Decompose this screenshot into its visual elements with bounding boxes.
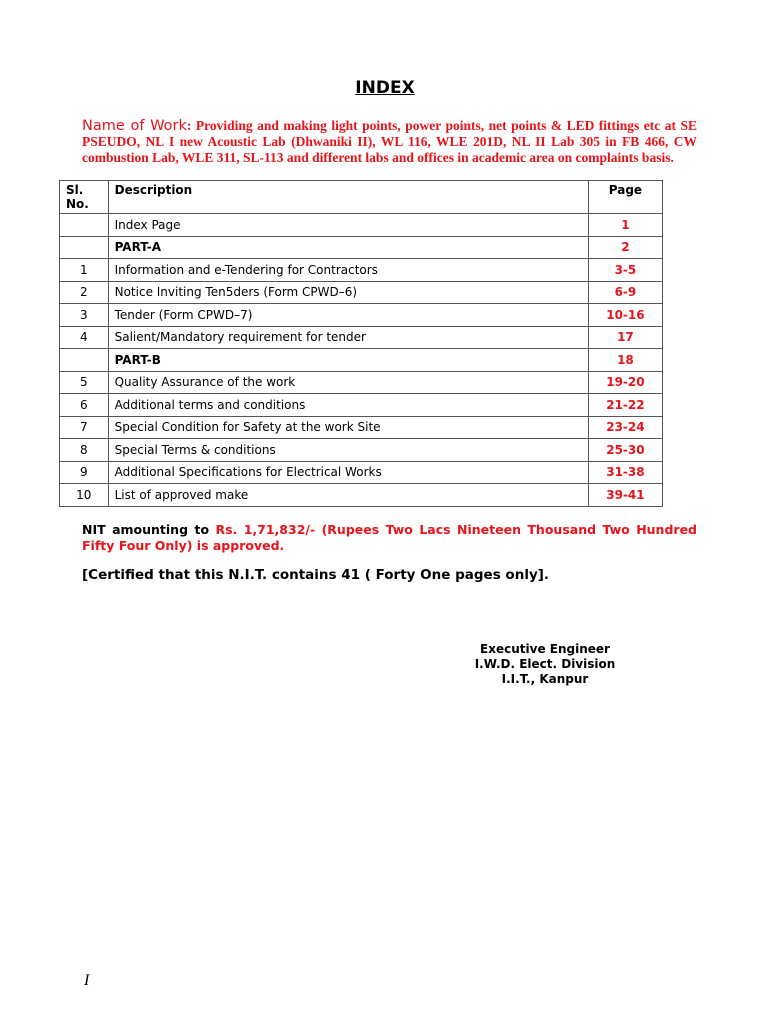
table-row xyxy=(60,484,663,507)
table-header-row xyxy=(60,181,663,214)
page-cell: 39-41 xyxy=(588,484,662,507)
description-cell: Additional Specifications for Electrical Works xyxy=(108,461,588,484)
name-of-work-text: : Providing and making light points, power points, net points & LED fittings etc at SE PSEUDO, NL I new Acoustic Lab (Dhwaniki II), WL 116, WLE 201D, NL II Lab 305 in FB 466, CW combustion Lab, WLE 311, SL-113 and different labs and offices in academic area on complaints basis. xyxy=(82,118,697,165)
sl-no-cell: 6 xyxy=(60,394,109,417)
sl-no-cell: 1 xyxy=(60,259,109,282)
signatory-institute: I.I.T., Kanpur xyxy=(501,672,589,686)
table-row xyxy=(60,439,663,462)
sl-no-cell: 2 xyxy=(60,281,109,304)
index-title: INDEX xyxy=(355,78,415,98)
page-header: Page xyxy=(588,181,662,214)
table-row xyxy=(60,304,663,327)
page-cell: 3-5 xyxy=(588,259,662,282)
sl-no-header: Sl. No. xyxy=(60,181,109,214)
page-cell: 1 xyxy=(588,214,662,237)
sl-no-cell xyxy=(60,214,109,237)
nit-amount-statement xyxy=(82,522,697,554)
description-cell: PART-B xyxy=(108,349,588,372)
sl-no-cell: 10 xyxy=(60,484,109,507)
description-cell: Special Condition for Safety at the work Site xyxy=(108,416,588,439)
nit-amount: Rs. 1,71,832/- (Rupees Two Lacs Nineteen Thousand Two Hundred Fifty Four Only) is approved. xyxy=(82,522,697,553)
table-row xyxy=(60,371,663,394)
table-row xyxy=(60,259,663,282)
page-cell: 25-30 xyxy=(588,439,662,462)
table-row xyxy=(60,326,663,349)
index-table xyxy=(59,180,663,507)
signature-block xyxy=(460,642,630,687)
table-row xyxy=(60,236,663,259)
table-row xyxy=(60,281,663,304)
nit-prefix: NIT amounting to xyxy=(82,522,216,537)
sl-no-cell: 3 xyxy=(60,304,109,327)
table-row xyxy=(60,461,663,484)
page-cell: 10-16 xyxy=(588,304,662,327)
page-cell: 21-22 xyxy=(588,394,662,417)
page-cell: 23-24 xyxy=(588,416,662,439)
sl-no-cell xyxy=(60,349,109,372)
sl-no-cell: 8 xyxy=(60,439,109,462)
certification-statement: [Certified that this N.I.T. contains 41 ( Forty One pages only]. xyxy=(82,567,550,583)
description-cell: Special Terms & conditions xyxy=(108,439,588,462)
sl-no-cell: 5 xyxy=(60,371,109,394)
description-cell: Quality Assurance of the work xyxy=(108,371,588,394)
description-cell: Tender (Form CPWD–7) xyxy=(108,304,588,327)
table-row xyxy=(60,349,663,372)
page-cell: 2 xyxy=(588,236,662,259)
page-cell: 18 xyxy=(588,349,662,372)
page-cell: 31-38 xyxy=(588,461,662,484)
description-cell: List of approved make xyxy=(108,484,588,507)
page-cell: 6-9 xyxy=(588,281,662,304)
description-cell: PART-A xyxy=(108,236,588,259)
table-row xyxy=(60,214,663,237)
page-cell: 19-20 xyxy=(588,371,662,394)
signatory-division: I.W.D. Elect. Division xyxy=(474,657,616,671)
description-cell: Information and e-Tendering for Contractors xyxy=(108,259,588,282)
name-of-work-paragraph xyxy=(82,118,697,166)
description-cell: Notice Inviting Ten5ders (Form CPWD–6) xyxy=(108,281,588,304)
sl-no-cell xyxy=(60,236,109,259)
description-cell: Salient/Mandatory requirement for tender xyxy=(108,326,588,349)
description-header: Description xyxy=(108,181,588,214)
signatory-title: Executive Engineer xyxy=(480,642,610,656)
sl-no-cell: 9 xyxy=(60,461,109,484)
name-of-work-label: Name of Work xyxy=(82,118,187,134)
description-cell: Additional terms and conditions xyxy=(108,394,588,417)
sl-no-cell: 4 xyxy=(60,326,109,349)
page-number: I xyxy=(84,972,90,989)
page-cell: 17 xyxy=(588,326,662,349)
table-row xyxy=(60,416,663,439)
sl-no-cell: 7 xyxy=(60,416,109,439)
table-row xyxy=(60,394,663,417)
description-cell: Index Page xyxy=(108,214,588,237)
